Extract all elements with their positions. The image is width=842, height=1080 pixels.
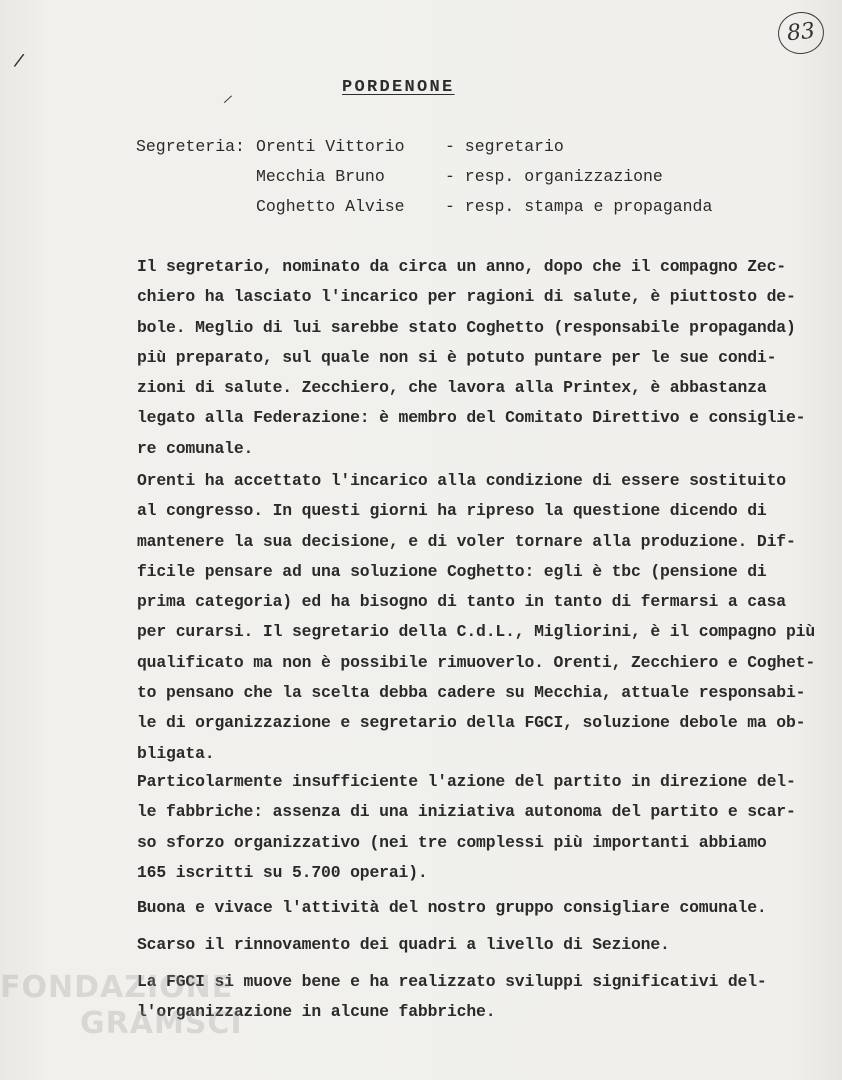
paragraph-gruppo-consigliare — [137, 893, 817, 923]
text-line: ficile pensare ad una soluzione Coghetto: egli è tbc (pensione di — [137, 561, 767, 581]
pen-mark: / — [222, 91, 234, 107]
page-number-circle: 83 — [776, 10, 826, 57]
text-line: più preparato, sul quale non si è potuto puntare per le sue condi- — [137, 347, 777, 367]
text-line: Il segretario, nominato da circa un anno, dopo che il compagno Zec- — [137, 257, 786, 276]
segreteria-label: Segreteria: — [136, 137, 245, 156]
text-line: chiero ha lasciato l'incarico per ragioni di salute, è piuttosto de- — [137, 287, 796, 307]
text-line: per curarsi. Il segretario della C.d.L., Migliorini, è il compagno più — [137, 622, 816, 642]
text-line: bole. Meglio di lui sarebbe stato Coghetto (responsabile propaganda) — [137, 317, 796, 337]
text-line: mantenere la sua decisione, e di voler tornare alla produzione. Dif- — [137, 531, 796, 551]
segreteria-member-role: - resp. organizzazione — [445, 167, 663, 186]
segreteria-member-name: Orenti Vittorio — [256, 137, 405, 156]
pen-mark: / — [12, 49, 26, 72]
watermark-line: GRAMSCI — [80, 1006, 243, 1041]
watermark-line: FONDAZIONE — [0, 970, 234, 1005]
text-line: le fabbriche: assenza di una iniziativa autonoma del partito e scar- — [137, 802, 796, 822]
text-line: to pensano che la scelta debba cadere su Mecchia, attuale responsabi- — [137, 683, 806, 703]
text-line: so sforzo organizzativo (nei tre complessi più importanti abbiamo — [137, 832, 767, 852]
text-line: Particolarmente insufficiente l'azione del partito in direzione del- — [137, 772, 796, 791]
segreteria-member-role: - segretario — [445, 137, 564, 156]
text-line: l'organizzazione in alcune fabbriche. — [137, 1002, 496, 1022]
paragraph-orenti — [137, 466, 817, 769]
text-line: le di organizzazione e segretario della FGCI, soluzione debole ma ob- — [137, 713, 806, 733]
text-line: bligata. — [137, 743, 215, 763]
text-line: Orenti ha accettato l'incarico alla condizione di essere sostituito — [137, 471, 786, 490]
segreteria-member-role: - resp. stampa e propaganda — [445, 197, 713, 216]
text-line: La FGCI si muove bene e ha realizzato sviluppi significativi del- — [137, 972, 767, 991]
text-line: 165 iscritti su 5.700 operai). — [137, 862, 428, 882]
watermark-logo — [0, 970, 243, 1042]
paragraph-segretario — [137, 252, 817, 464]
text-line: al congresso. In questi giorni ha ripreso la questione dicendo di — [137, 501, 767, 521]
paragraph-fabbriche — [137, 767, 817, 888]
text-line: legato alla Federazione: è membro del Comitato Direttivo e consiglie- — [137, 408, 806, 428]
text-line: qualificato ma non è possibile rimuoverlo. Orenti, Zecchiero e Coghet- — [137, 652, 816, 672]
segreteria-member-name: Mecchia Bruno — [256, 167, 385, 186]
text-line: re comunale. — [137, 438, 254, 458]
text-line: prima categoria) ed ha bisogno di tanto in tanto di fermarsi a casa — [137, 592, 786, 612]
document-title: PORDENONE — [342, 78, 455, 97]
paragraph-rinnovamento — [137, 930, 817, 960]
text-line: Buona e vivace l'attività del nostro gruppo consigliare comunale. — [137, 898, 767, 917]
text-line: zioni di salute. Zecchiero, che lavora alla Printex, è abbastanza — [137, 378, 767, 398]
text-line: Scarso il rinnovamento dei quadri a livello di Sezione. — [137, 935, 670, 954]
segreteria-member-name: Coghetto Alvise — [256, 197, 405, 216]
